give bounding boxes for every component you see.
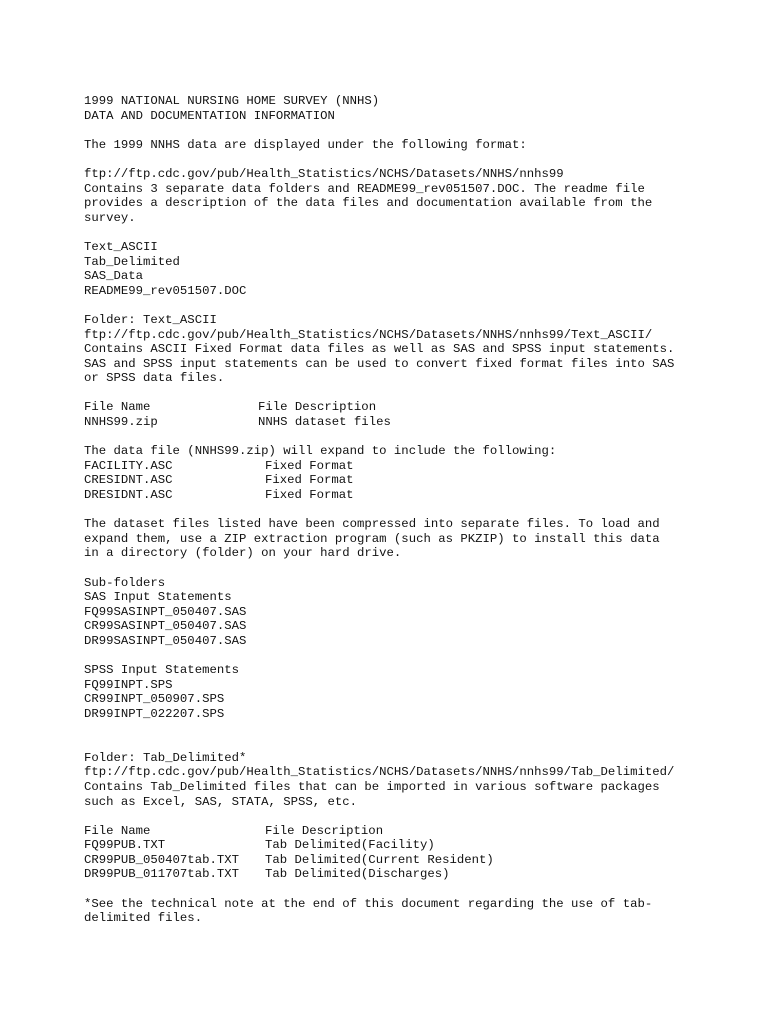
table-header [84,400,744,415]
root-description-line: Contains 3 separate data folders and README99_rev051507.DOC. The readme file [84,181,645,196]
expand-note: The data file (NNHS99.zip) will expand to include the following: [84,444,557,459]
tab-delimited-ftp-link[interactable]: ftp://ftp.cdc.gov/pub/Health_Statistics/NCHS/Datasets/NNHS/nnhs99/Tab_Delimited/ [84,765,675,780]
file-description-cell: Fixed Format [265,488,354,503]
text-ascii-description-line: Contains ASCII Fixed Format data files as well as SAS and SPSS input statements. [84,342,675,357]
file-name-cell: DRESIDNT.ASC [84,488,173,503]
file-description-cell: Tab Delimited(Current Resident) [265,852,494,867]
root-folder-item: Tab_Delimited [84,254,180,269]
file-name-cell: CR99PUB_050407tab.TXT [84,852,239,867]
file-name-cell: NNHS99.zip [84,415,158,430]
file-description-cell: Fixed Format [265,458,354,473]
compress-note-line: in a directory (folder) on your hard drive. [84,546,402,561]
root-description-line: survey. [84,210,136,225]
table-row [84,488,744,503]
file-description-cell: Tab Delimited(Facility) [265,838,435,853]
document-title: 1999 NATIONAL NURSING HOME SURVEY (NNHS) [84,94,380,108]
root-description-line: provides a description of the data files and documentation available from the [84,196,653,211]
root-folder-item: README99_rev051507.DOC [84,283,247,298]
file-name-cell: FACILITY.ASC [84,458,173,473]
sas-file: DR99SASINPT_050407.SAS [84,633,247,648]
tab-delimited-description-line: Contains Tab_Delimited files that can be imported in various software packages [84,779,660,794]
footnote-line: *See the technical note at the end of this document regarding the use of tab- [84,896,653,911]
file-description-cell: Tab Delimited(Discharges) [265,867,450,882]
text-ascii-description-line: or SPSS data files. [84,371,225,386]
document-page [84,94,744,926]
table-header [84,824,744,839]
sas-file: CR99SASINPT_050407.SAS [84,619,247,634]
intro-text: The 1999 NNHS data are displayed under the following format: [84,137,527,152]
spss-file: CR99INPT_050907.SPS [84,692,225,707]
table-row [84,838,744,853]
document-subtitle: DATA AND DOCUMENTATION INFORMATION [84,108,335,123]
root-folder-item: SAS_Data [84,269,144,284]
tab-delimited-description-line: such as Excel, SAS, STATA, SPSS, etc. [84,794,358,809]
sas-input-label: SAS Input Statements [84,590,232,605]
sas-file: FQ99SASINPT_050407.SAS [84,604,247,619]
footnote-line: delimited files. [84,911,203,926]
file-name-cell: FQ99PUB.TXT [84,838,166,853]
spss-input-label: SPSS Input Statements [84,663,239,678]
column-header-file-description: File Description [258,400,377,415]
text-ascii-description-line: SAS and SPSS input statements can be used to convert fixed format files into SAS [84,356,675,371]
compress-note-line: The dataset files listed have been compressed into separate files. To load and [84,517,660,532]
table-row [84,459,744,474]
column-header-file-name: File Name [84,400,151,415]
root-ftp-link[interactable]: ftp://ftp.cdc.gov/pub/Health_Statistics/NCHS/Datasets/NNHS/nnhs99 [84,166,564,181]
spss-file: DR99INPT_022207.SPS [84,706,225,721]
table-row [84,415,744,430]
file-description-cell: NNHS dataset files [258,415,391,430]
column-header-file-description: File Description [265,823,384,838]
compress-note-line: expand them, use a ZIP extraction program (such as PKZIP) to install this data [84,531,660,546]
table-row [84,473,744,488]
file-name-cell: DR99PUB_011707tab.TXT [84,867,239,882]
file-description-cell: Fixed Format [265,473,354,488]
tab-delimited-folder-heading: Folder: Tab_Delimited* [84,750,247,765]
file-name-cell: CRESIDNT.ASC [84,473,173,488]
text-ascii-folder-heading: Folder: Text_ASCII [84,312,217,327]
column-header-file-name: File Name [84,823,151,838]
root-folder-item: Text_ASCII [84,239,158,254]
table-row [84,853,744,868]
text-ascii-ftp-link[interactable]: ftp://ftp.cdc.gov/pub/Health_Statistics/NCHS/Datasets/NNHS/nnhs99/Text_ASCII/ [84,327,653,342]
subfolders-label: Sub-folders [84,575,166,590]
spss-file: FQ99INPT.SPS [84,677,173,692]
table-row [84,867,744,882]
